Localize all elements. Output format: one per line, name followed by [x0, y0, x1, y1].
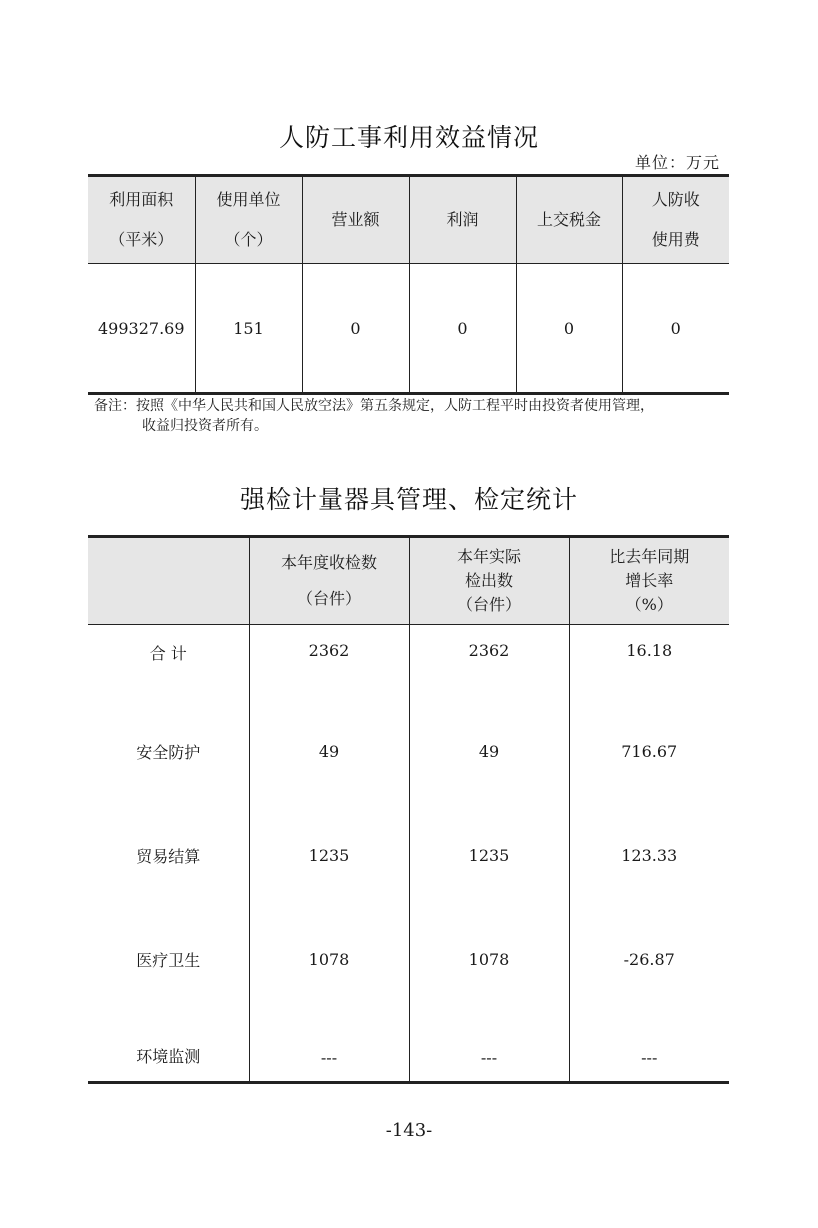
- row-label: 环境监测: [136, 1047, 201, 1066]
- header-detected: 本年实际 检出数 （台件）: [409, 537, 569, 625]
- cell-fee: 0: [622, 264, 729, 394]
- metrology-inspection-table: [88, 535, 729, 1084]
- header-area: 利用面积 （平米）: [88, 176, 195, 264]
- cell-units: 151: [195, 264, 302, 394]
- cell-growth: 716.67: [569, 699, 729, 803]
- row-label: 合 计: [149, 644, 187, 663]
- civil-defense-table-title: 人防工事利用效益情况: [278, 123, 539, 152]
- table-row: [88, 625, 729, 700]
- header-units: 使用单位 （个）: [195, 176, 302, 264]
- table-header-row: [88, 537, 729, 625]
- cell-growth: ---: [569, 1011, 729, 1083]
- header-revenue: 营业额: [302, 176, 409, 264]
- cell-growth: -26.87: [569, 907, 729, 1011]
- row-label: 贸易结算: [136, 846, 201, 866]
- header-received: 本年度收检数 （台件）: [249, 537, 409, 625]
- note-line-2: 收益归投资者所有。: [142, 418, 268, 434]
- table-row: [88, 803, 729, 907]
- header-growth: 比去年同期 增长率 （%）: [569, 537, 729, 625]
- header-fee: 人防收 使用费: [622, 176, 729, 264]
- cell-received: ---: [249, 1011, 409, 1083]
- cell-tax: 0: [516, 264, 622, 394]
- table-note: [94, 396, 744, 436]
- table-row: [88, 1011, 729, 1083]
- cell-revenue: 0: [302, 264, 409, 394]
- row-label: 医疗卫生: [136, 950, 201, 970]
- header-category: [88, 537, 249, 625]
- note-line-1: 备注：按照《中华人民共和国人民放空法》第五条规定，人防工程平时由投资者使用管理，: [94, 398, 654, 414]
- table-header-row: [88, 176, 729, 264]
- cell-detected: 2362: [409, 625, 569, 700]
- table-row: [88, 264, 729, 394]
- cell-received: 49: [249, 699, 409, 803]
- cell-growth: 123.33: [569, 803, 729, 907]
- header-profit: 利润: [409, 176, 516, 264]
- cell-profit: 0: [409, 264, 516, 394]
- cell-detected: 1078: [409, 907, 569, 1011]
- cell-received: 1078: [249, 907, 409, 1011]
- header-tax: 上交税金: [516, 176, 622, 264]
- cell-received: 2362: [249, 625, 409, 700]
- cell-area: 499327.69: [97, 318, 185, 338]
- row-label: 安全防护: [136, 742, 201, 762]
- cell-growth: 16.18: [569, 625, 729, 700]
- cell-detected: 49: [409, 699, 569, 803]
- civil-defense-benefit-table: [88, 174, 729, 395]
- table-row: [88, 907, 729, 1011]
- metrology-table-title: 强检计量器具管理、检定统计: [239, 485, 578, 514]
- cell-detected: ---: [409, 1011, 569, 1083]
- cell-detected: 1235: [409, 803, 569, 907]
- unit-label: 单位：万元: [634, 153, 720, 172]
- table-row: [88, 699, 729, 803]
- page-number: -143-: [385, 1120, 433, 1141]
- cell-received: 1235: [249, 803, 409, 907]
